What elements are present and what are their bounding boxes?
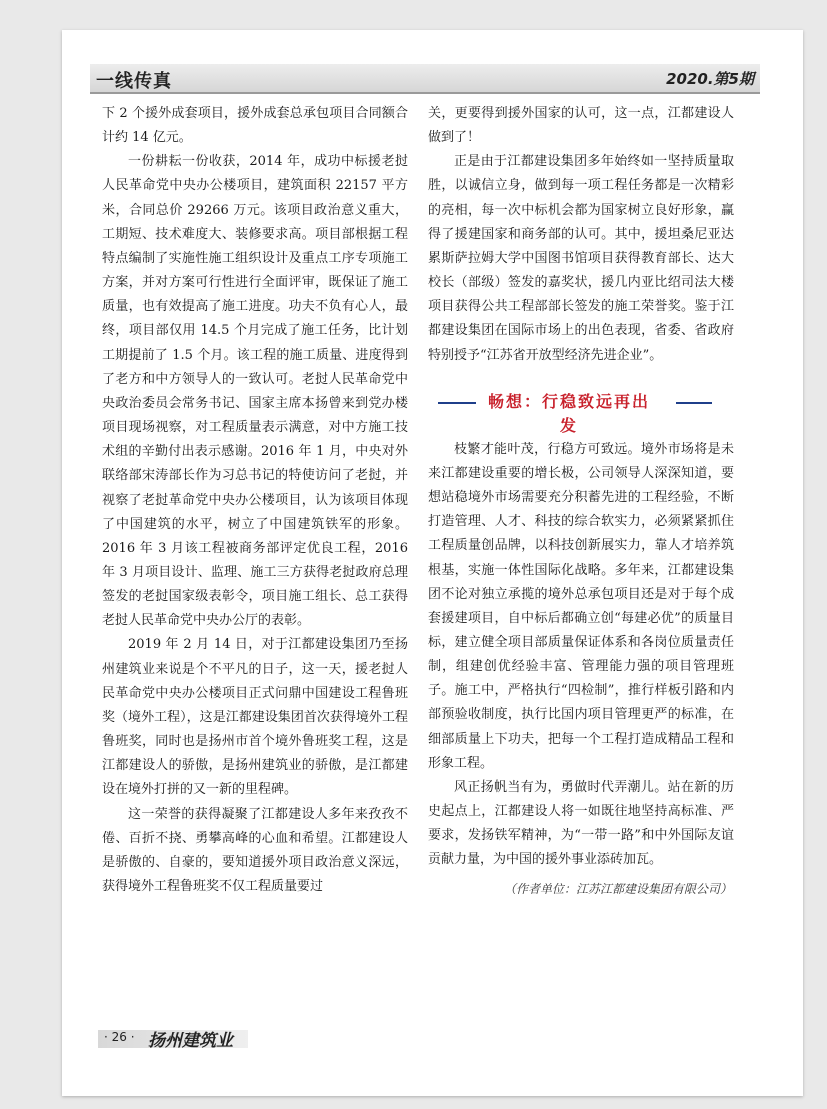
paragraph: 这一荣誉的获得凝聚了江都建设人多年来孜孜不倦、百折不挠、勇攀高峰的心血和希望。江都建设人是骄傲的、自豪的，要知道援外项目政治意义深远，获得境外工程鲁班奖不仅工程质量要过	[102, 806, 408, 894]
issue-number: 2020.第5期	[666, 70, 754, 88]
paragraph: 正是由于江都建设集团多年始终如一坚持质量取胜，以诚信立身，做到每一项工程任务都是一次精彩的亮相，每一次中标机会都为国家树立良好形象，赢得了援建国家和商务部的认可。其中，援坦桑尼亚达累斯萨拉姆大学中国图书馆项目获得教育部长、达大校长（部级）签发的嘉奖状，援几内亚比绍司法大楼项目获得公共工程部部长签发的施工荣誉奖。鉴于江都建设集团在国际市场上的出色表现，省委、省政府特别授予“江苏省开放型经济先进企业”。	[428, 154, 734, 363]
page-number: · 26 ·	[104, 1030, 135, 1044]
left-column	[102, 102, 408, 899]
paragraph: 下 2 个援外成套项目，援外成套总承包项目合同额合计约 14 亿元。	[102, 106, 408, 146]
page-footer	[98, 1030, 248, 1051]
paragraph: 一份耕耘一份收获，2014 年，成功中标援老挝人民革命党中央办公楼项目，建筑面积 22157 平方米，合同总价 29266 万元。该项目政治意义重大，工期短、技术难度大、装修要求高。项目部根据工程特点编制了实施性施工组织设计及重点工序专项施工方案，并对方案可行性进行全面评审，既保证了施工质量，也有效提高了施工进度。功夫不负有心人，最终，项目部仅用 14.5 个月完成了施工任务，比计划工期提前了 1.5 个月。该工程的施工质量、进度得到了老方和中方领导人的一致认可。老挝人民革命党中央政治委员会常务书记、国家主席本扬曾来到党办楼项目现场视察，对工程质量表示满意，对中方施工技术组的辛勤付出表示感谢。2016 年 1 月，中央对外联络部宋涛部长作为习总书记的特使访问了老挝，并视察了老挝革命党中央办公楼项目，认为该项目体现了中国建筑的水平，树立了中国建筑铁军的形象。2016 年 3 月该工程被商务部评定优良工程，2016 年 3 月项目设计、监理、施工三方获得老挝政府总理签发的老挝国家级表彰令，项目施工组长、总工获得老挝人民革命党中央办公厅的表彰。	[102, 154, 408, 629]
paragraph: 风正扬帆当有为，勇做时代弄潮儿。站在新的历史起点上，江都建设人将一如既往地坚持高标准、严要求，发扬铁军精神，为“一带一路”和中外国际友谊贡献力量，为中国的援外事业添砖加瓦。	[428, 779, 734, 868]
magazine-page	[62, 30, 803, 1096]
paragraph: 关，更要得到援外国家的认可，这一点，江都建设人做到了！	[428, 106, 734, 146]
right-column	[428, 102, 734, 901]
page-header	[90, 64, 760, 94]
author-affiliation: （作者单位：江苏江都建设集团有限公司）	[503, 881, 732, 896]
section-heading	[428, 386, 734, 435]
section-heading-text: 畅想：行稳致远再出发	[487, 391, 650, 435]
heading-rule-left	[438, 402, 476, 404]
heading-rule-right	[676, 402, 712, 404]
column-title: 一线传真	[96, 71, 172, 92]
paragraph: 2019 年 2 月 14 日，对于江都建设集团乃至扬州建筑业来说是个不平凡的日子，这一天，援老挝人民革命党中央办公楼项目正式问鼎中国建设工程鲁班奖（境外工程），这是江都建设集团首次获得境外工程鲁班奖，同时也是扬州市首个境外鲁班奖工程，这是江都建设人的骄傲，是扬州建筑业的骄傲，是江都建设在境外打拼的又一新的里程碑。	[102, 637, 408, 798]
magazine-name: 扬州建筑业	[148, 1031, 233, 1051]
paragraph: 枝繁才能叶茂，行稳方可致远。境外市场将是未来江都建设重要的增长极，公司领导人深深知道，要想站稳境外市场需要充分积蓄先进的工程经验，不断打造管理、人才、科技的综合软实力，必须紧紧抓住工程质量创品牌，以科技创新展实力，靠人才培养筑根基，实施一体性国际化战略。多年来，江都建设集团不论对独立承揽的境外总承包项目还是对于每个成套援建项目，自中标后都确立创“每建必优”的质量目标，建立健全项目部质量保证体系和各岗位质量责任制，组建创优经验丰富、管理能力强的项目管理班子。施工中，严格执行“四检制”，推行样板引路和内部预验收制度，执行比国内项目管理更严的标准，在细部质量上下功夫，把每一个工程打造成精品工程和形象工程。	[428, 441, 734, 771]
